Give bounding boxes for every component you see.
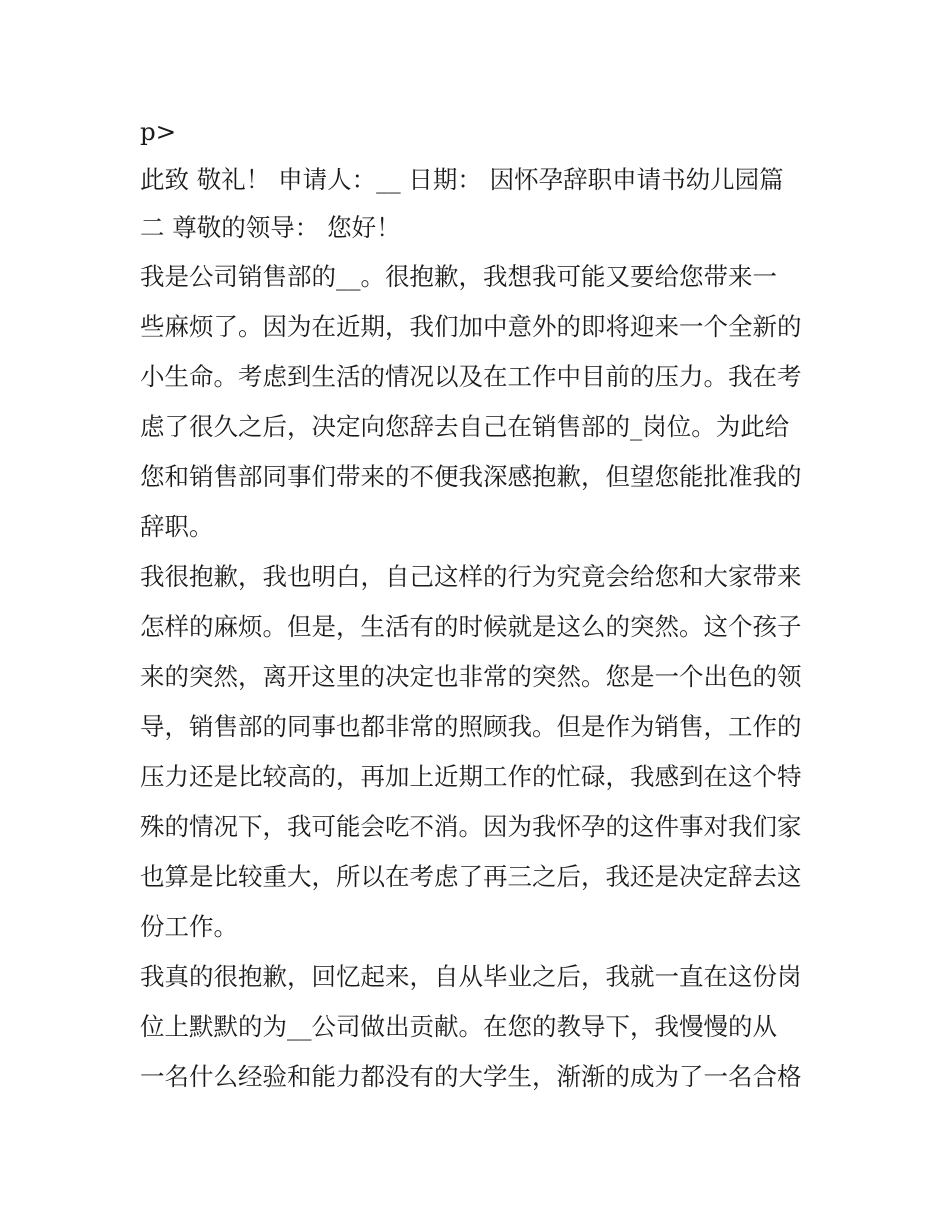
- document-body: [140, 108, 820, 1102]
- text-line: 虑了很久之后，决定向您辞去自己在销售部的_岗位。为此给: [140, 412, 790, 441]
- text-line: 些麻烦了。因为在近期，我们加中意外的即将迎来一个全新的: [140, 312, 802, 341]
- text-line: 我真的很抱歉，回忆起来，自从毕业之后，我就一直在这份岗: [140, 962, 802, 991]
- text-line: 导，销售部的同事也都非常的照顾我。但是作为销售，工作的: [140, 712, 802, 741]
- text-line: 位上默默的为__公司做出贡献。在您的教导下，我慢慢的从: [140, 1012, 777, 1041]
- text-line: 一名什么经验和能力都没有的大学生，渐渐的成为了一名合格: [140, 1062, 802, 1091]
- text-line: 此致 敬礼！ 申请人：__ 日期： 因怀孕辞职申请书幼儿园篇: [140, 165, 784, 194]
- text-line: 我是公司销售部的__。很抱歉，我想我可能又要给您带来一: [140, 262, 777, 291]
- text-line: 来的突然，离开这里的决定也非常的突然。您是一个出色的领: [140, 662, 802, 691]
- text-line: 您和销售部同事们带来的不便我深感抱歉，但望您能批准我的: [140, 462, 802, 491]
- text-line: 殊的情况下，我可能会吃不消。因为我怀孕的这件事对我们家: [140, 812, 802, 841]
- text-line: 小生命。考虑到生活的情况以及在工作中目前的压力。我在考: [140, 362, 802, 391]
- text-line: 二 尊敬的领导： 您好！: [140, 213, 401, 242]
- text-line: 怎样的麻烦。但是，生活有的时候就是这么的突然。这个孩子: [140, 612, 802, 641]
- text-line: p>: [140, 117, 177, 146]
- text-line: 辞职。: [140, 512, 214, 541]
- text-line: 压力还是比较高的，再加上近期工作的忙碌，我感到在这个特: [140, 762, 802, 791]
- text-line: 也算是比较重大，所以在考虑了再三之后，我还是决定辞去这: [140, 862, 802, 891]
- text-line: 份工作。: [140, 912, 238, 941]
- text-line: 我很抱歉，我也明白，自己这样的行为究竟会给您和大家带来: [140, 562, 802, 591]
